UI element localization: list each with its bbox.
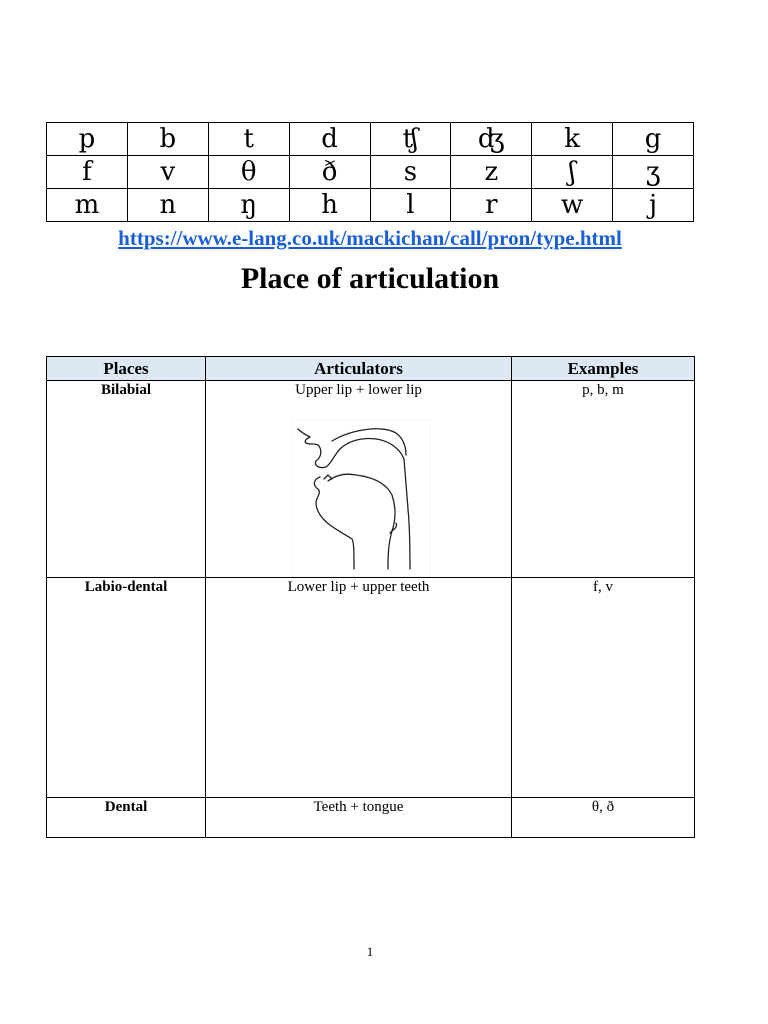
ipa-symbol: w xyxy=(532,189,613,222)
place-cell xyxy=(47,381,206,578)
ipa-row xyxy=(47,123,694,156)
ipa-symbol: ð xyxy=(289,156,370,189)
articulators-cell xyxy=(206,578,512,798)
ipa-symbol: ʒ xyxy=(613,156,694,189)
ipa-symbol: r xyxy=(451,189,532,222)
column-header-places: Places xyxy=(47,357,206,381)
ipa-symbol: t xyxy=(208,123,289,156)
ipa-symbol: h xyxy=(289,189,370,222)
articulators-label: Lower lip + upper teeth xyxy=(287,579,430,595)
vocal-tract-diagram xyxy=(292,419,430,577)
ipa-symbol: j xyxy=(613,189,694,222)
place-cell xyxy=(47,578,206,798)
ipa-row xyxy=(47,189,694,222)
articulators-label: Teeth + tongue xyxy=(313,799,404,815)
examples-label: p, b, m xyxy=(582,382,624,398)
articulators-cell xyxy=(206,798,512,838)
ipa-symbol: s xyxy=(370,156,451,189)
table-row xyxy=(47,578,695,798)
page-number: 1 xyxy=(366,944,374,959)
place-label: Bilabial xyxy=(100,382,152,398)
ipa-symbol: k xyxy=(532,123,613,156)
ipa-symbol: n xyxy=(127,189,208,222)
articulators-label: Upper lip + lower lip xyxy=(295,382,422,398)
table-header-row xyxy=(47,357,695,381)
examples-cell xyxy=(512,578,695,798)
column-header-examples: Examples xyxy=(512,357,695,381)
ipa-row xyxy=(47,156,694,189)
examples-label: θ, ð xyxy=(591,799,615,815)
ipa-symbol: m xyxy=(47,189,128,222)
ipa-symbol: f xyxy=(47,156,128,189)
examples-label: f, v xyxy=(593,579,613,595)
ipa-symbol: l xyxy=(370,189,451,222)
ipa-symbol: ʃ xyxy=(532,156,613,189)
examples-cell xyxy=(512,798,695,838)
table-row xyxy=(47,381,695,578)
ipa-symbol: z xyxy=(451,156,532,189)
ipa-symbol: d xyxy=(289,123,370,156)
ipa-symbol: g xyxy=(613,123,694,156)
place-cell xyxy=(47,798,206,838)
ipa-symbol: b xyxy=(127,123,208,156)
ipa-symbol: ʧ xyxy=(370,123,451,156)
examples-cell xyxy=(512,381,695,578)
pronunciation-link[interactable]: https://www.e-lang.co.uk/mackichan/call/pron/type.html xyxy=(118,226,622,250)
place-label: Dental xyxy=(104,799,148,815)
page-title: Place of articulation xyxy=(240,262,500,295)
place-label: Labio-dental xyxy=(84,579,168,595)
ipa-symbol: p xyxy=(47,123,128,156)
ipa-symbol-table xyxy=(46,122,694,222)
column-header-articulators: Articulators xyxy=(206,357,512,381)
place-of-articulation-table xyxy=(46,356,695,838)
ipa-symbol: ʤ xyxy=(451,123,532,156)
ipa-symbol: ŋ xyxy=(208,189,289,222)
articulators-cell xyxy=(206,381,512,578)
ipa-symbol: v xyxy=(127,156,208,189)
table-row xyxy=(47,798,695,838)
ipa-symbol: θ xyxy=(208,156,289,189)
